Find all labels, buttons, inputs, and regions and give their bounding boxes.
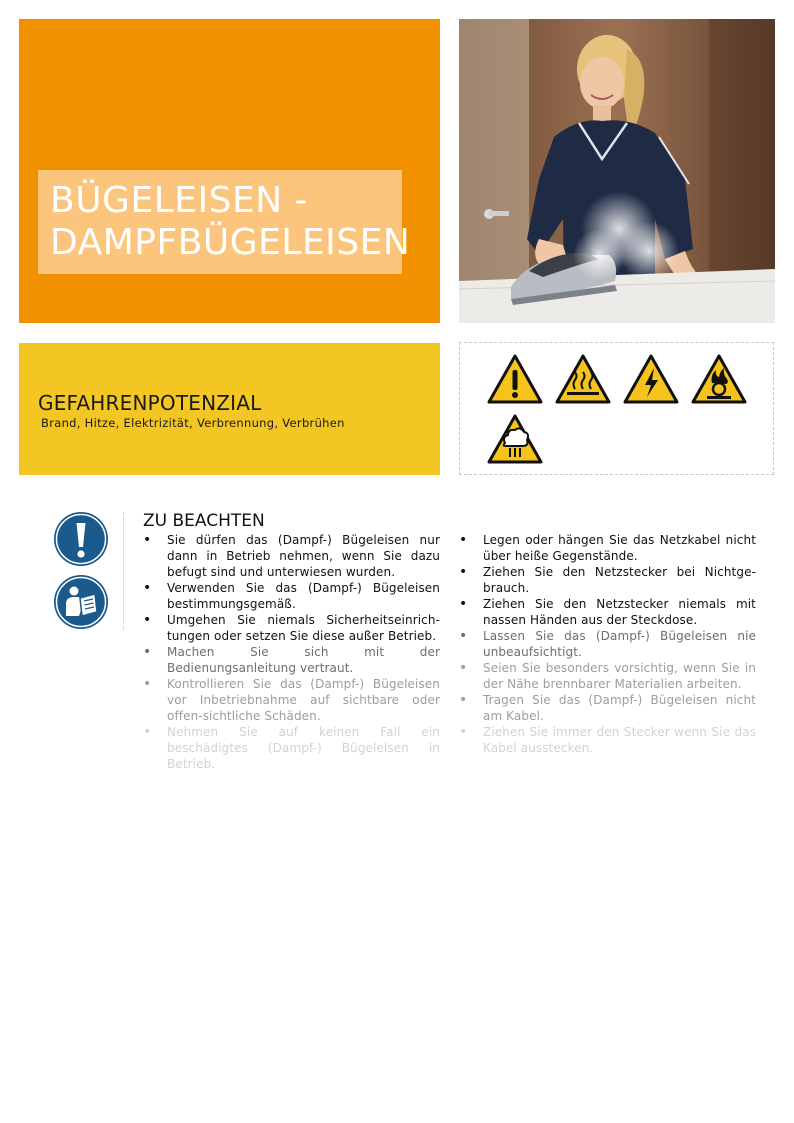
list-item: • Tragen Sie das (Dampf-) Bügeleisen nicht am Kabel. xyxy=(459,692,756,724)
title-line-2: DAMPFBÜGELEISEN xyxy=(50,222,411,263)
exclamation-mandatory-icon xyxy=(53,511,109,567)
read-manual-icon xyxy=(53,574,109,630)
list-item: • Ziehen Sie immer den Stecker wenn Sie das Kabel ausstecken. xyxy=(459,724,756,756)
notes-title: ZU BEACHTEN xyxy=(143,511,265,531)
hazard-title: GEFAHRENPOTENZIAL xyxy=(38,391,262,415)
notes-list-left xyxy=(143,532,440,772)
list-item: • Umgehen Sie niemals Sicherheitseinrich-tungen oder setzen Sie diese außer Betrieb. xyxy=(143,612,440,644)
general-warning-icon xyxy=(486,353,544,405)
oxidizing-icon xyxy=(690,353,748,405)
list-item: • Seien Sie besonders vorsichtig, wenn Sie in der Nähe brennbarer Materialien arbeiten. xyxy=(459,660,756,692)
list-item: • Sie dürfen das (Dampf-) Bügeleisen nur dann in Betrieb nehmen, wenn Sie dazu befugt sind und unterwiesen wurden. xyxy=(143,532,440,580)
page-title xyxy=(38,170,411,274)
warning-signs-box xyxy=(459,342,774,475)
list-item: • Legen oder hängen Sie das Netzkabel nicht über heiße Gegenstände. xyxy=(459,532,756,564)
hazard-subtitle: Brand, Hitze, Elektrizität, Verbrennung, Verbrühen xyxy=(41,416,345,430)
icon-divider xyxy=(123,512,124,630)
list-item: • Verwenden Sie das (Dampf-) Bügeleisen bestimmungsgemäß. xyxy=(143,580,440,612)
list-item: • Ziehen Sie den Netzstecker bei Nichtge-brauch. xyxy=(459,564,756,596)
electricity-icon xyxy=(622,353,680,405)
photo-woman-ironing xyxy=(459,19,775,323)
list-item: • Kontrollieren Sie das (Dampf-) Bügeleisen vor Inbetriebnahme auf sichtbare oder offen-sichtliche Schäden. xyxy=(143,676,440,724)
steam-icon xyxy=(486,413,544,465)
notes-list-right xyxy=(459,532,756,756)
list-item: • Nehmen Sie auf keinen Fall ein beschädigtes (Dampf-) Bügeleisen in Betrieb. xyxy=(143,724,440,772)
list-item: • Lassen Sie das (Dampf-) Bügeleisen nie unbeaufsichtigt. xyxy=(459,628,756,660)
title-line-1: BÜGELEISEN - xyxy=(50,180,309,221)
hot-surface-icon xyxy=(554,353,612,405)
list-item: • Machen Sie sich mit der Bedienungsanleitung vertraut. xyxy=(143,644,440,676)
list-item: • Ziehen Sie den Netzstecker niemals mit nassen Händen aus der Steckdose. xyxy=(459,596,756,628)
